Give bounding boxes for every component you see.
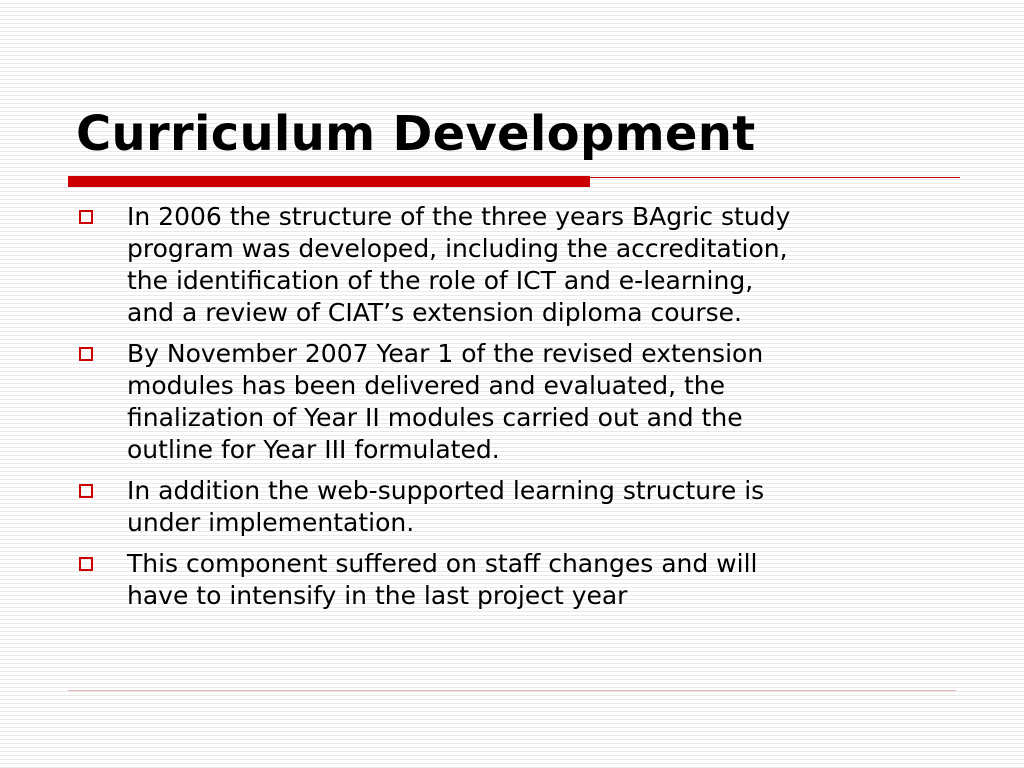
bullet-item bbox=[76, 338, 956, 466]
bullet-list bbox=[76, 201, 956, 621]
hollow-square-bullet-icon bbox=[79, 347, 93, 361]
hollow-square-bullet-icon bbox=[79, 210, 93, 224]
footer-divider bbox=[68, 690, 956, 691]
slide-title: Curriculum Development bbox=[76, 106, 756, 162]
bullet-text: In 2006 the structure of the three years BAgric study program was developed, including the accreditation, the identification of the role of ICT and e-learning, and a review of CIAT’s extension diploma course. bbox=[127, 202, 791, 327]
bullet-text: By November 2007 Year 1 of the revised extension modules has been delivered and evaluated, the finalization of Year II modules carried out and the outline for Year III formulated. bbox=[127, 339, 764, 464]
bullet-item bbox=[76, 475, 956, 539]
bullet-text: This component suffered on staff changes and will have to intensify in the last project year bbox=[127, 549, 758, 610]
hollow-square-bullet-icon bbox=[79, 557, 93, 571]
title-underline-accent bbox=[68, 176, 590, 187]
bullet-text: In addition the web-supported learning structure is under implementation. bbox=[127, 476, 765, 537]
bullet-item bbox=[76, 201, 956, 329]
title-underline-thin bbox=[590, 177, 960, 178]
bullet-item bbox=[76, 548, 956, 612]
hollow-square-bullet-icon bbox=[79, 484, 93, 498]
